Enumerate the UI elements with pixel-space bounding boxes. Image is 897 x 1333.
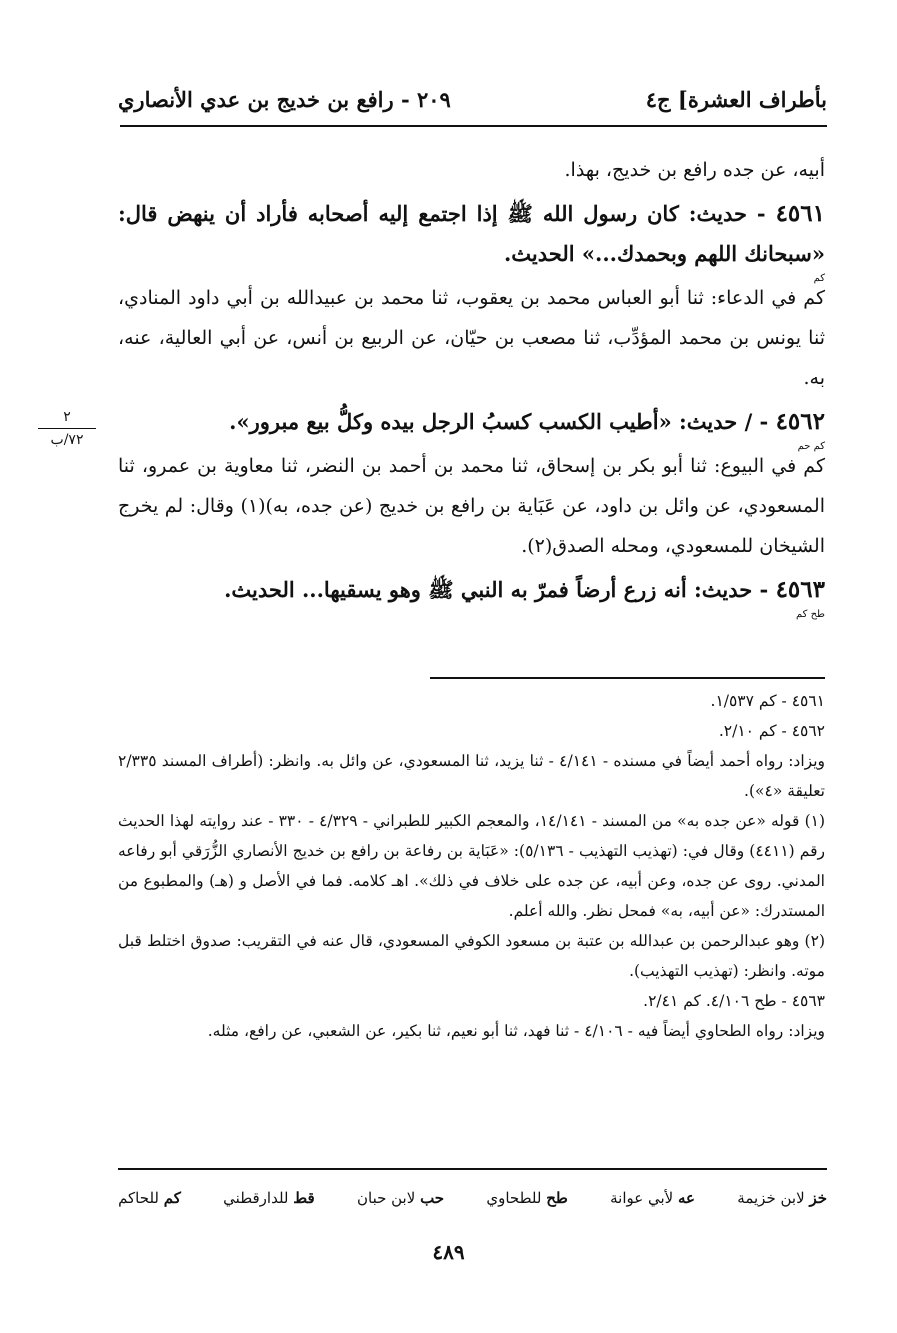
- margin-note-bottom: ٧٢/ب: [50, 432, 84, 448]
- abbreviation-legend: [118, 1183, 827, 1213]
- header-rule: [120, 125, 827, 127]
- margin-note-divider: [38, 428, 96, 429]
- legend-rule: [118, 1168, 827, 1170]
- legend-item: طح للطحاوي: [486, 1189, 568, 1207]
- running-header: [118, 75, 827, 123]
- header-book-title: بأطراف العشرة] ج٤: [645, 86, 827, 112]
- hadith-4562: [118, 402, 825, 452]
- source-abbreviation: كم حم: [797, 441, 825, 452]
- footnote-line: ٤٥٦٢ - كم ٢/١٠.: [718, 722, 825, 740]
- hadith-4563: [118, 570, 825, 620]
- footnote-line: (٢) وهو عبدالرحمن بن عبدالله بن عتبة بن مسعود الكوفي المسعودي، قال عنه في التقريب: صدوق اختلط قبل موته. وانظر: (تهذيب التهذيب).: [118, 932, 825, 980]
- hadith-text: - حديث: أنه زرع أرضاً فمرّ به النبي ﷺ وهو يسقيها... الحديث.: [224, 577, 769, 602]
- margin-folio-note: [32, 408, 102, 449]
- legend-item: قط للدارقطني: [223, 1189, 315, 1207]
- legend-item: خز لابن خزيمة: [737, 1189, 827, 1207]
- isnad-4561: كم في الدعاء: ثنا أبو العباس محمد بن يعقوب، ثنا محمد بن عبيدالله بن أبي داود المنادي، ثنا يونس بن محمد المؤدِّب، ثنا مصعب بن حيّان، عن الربيع بن أنس، عن أبي العالية، عنه، به.: [118, 287, 825, 389]
- footnotes: [118, 686, 825, 1046]
- hadith-number: ٤٥٦١: [775, 200, 825, 227]
- source-abbreviation: طح كم: [795, 609, 825, 620]
- legend-item: كم للحاكم: [118, 1189, 181, 1207]
- margin-note-top: ٢: [63, 409, 71, 425]
- legend-item: حب لابن حبان: [356, 1189, 445, 1207]
- notes-separator-rule: [430, 677, 825, 679]
- hadith-text: - / حديث: «أطيب الكسب كسبُ الرجل بيده وكلُّ بيع مبرور».: [229, 409, 769, 434]
- isnad-4562: كم في البيوع: ثنا أبو بكر بن إسحاق، ثنا محمد بن أحمد بن النضر، ثنا معاوية بن عمرو، ثنا المسعودي، عن وائل بن داود، عن عَبَاية بن رافع بن خديج (عن جده، به)(١) وقال: لم يخرج الشيخان للمسعودي، ومحله الصدق(٢).: [118, 455, 825, 557]
- footnote-line: ٤٥٦١ - كم ١/٥٣٧.: [710, 692, 825, 710]
- hadith-4561: [118, 194, 825, 284]
- page-number: ٤٨٩: [432, 1240, 465, 1264]
- source-abbreviation: كم: [813, 273, 825, 284]
- hadith-number: ٤٥٦٢: [775, 408, 825, 435]
- main-text: [118, 150, 825, 620]
- footnote-line: ويزاد: رواه أحمد أيضاً في مسنده - ٤/١٤١ - ثنا يزيد، ثنا المسعودي، عن وائل به. وانظر: (أطراف المسند ٢/٣٣٥ تعليقة «٤»).: [118, 752, 825, 800]
- header-chapter-title: ٢٠٩ - رافع بن خديج بن عدي الأنصاري: [118, 86, 451, 112]
- footnote-line: ٤٥٦٣ - طح ٤/١٠٦. كم ٢/٤١.: [643, 992, 825, 1010]
- footnote-line: ويزاد: رواه الطحاوي أيضاً فيه - ٤/١٠٦ - ثنا فهد، ثنا أبو نعيم، ثنا بكير، عن الشعبي، عن رافع، مثله.: [207, 1022, 825, 1040]
- legend-item: عه لأبي عوانة: [610, 1189, 696, 1207]
- hadith-number: ٤٥٦٣: [775, 576, 825, 603]
- hadith-text: - حديث: كان رسول الله ﷺ إذا اجتمع إليه أصحابه فأراد أن ينهض قال: «سبحانك اللهم وبحمدك...» الحديث.: [118, 201, 825, 266]
- footnote-line: (١) قوله «عن جده به» من المسند - ١٤/١٤١، والمعجم الكبير للطبراني - ٤/٣٢٩ - ٣٣٠ - عند روايته لهذا الحديث رقم (٤٤١١) وقال في: (تهذيب التهذيب - ٥/١٣٦): «عَبَاية بن رفاعة بن رافع بن خديج الأنصاري الزُّرَقي أبو رفاعه المدني. روى عن جده، وعن أبيه، عن جده على خلاف في ذلك». اهـ كلامه. فما في الأصل و (هـ) والمطبوع من المستدرك: «عن أبيه، به» فمحل نظر. والله أعلم.: [118, 812, 826, 920]
- continuation-paragraph: أبيه، عن جده رافع بن خديج، بهذا.: [564, 159, 825, 181]
